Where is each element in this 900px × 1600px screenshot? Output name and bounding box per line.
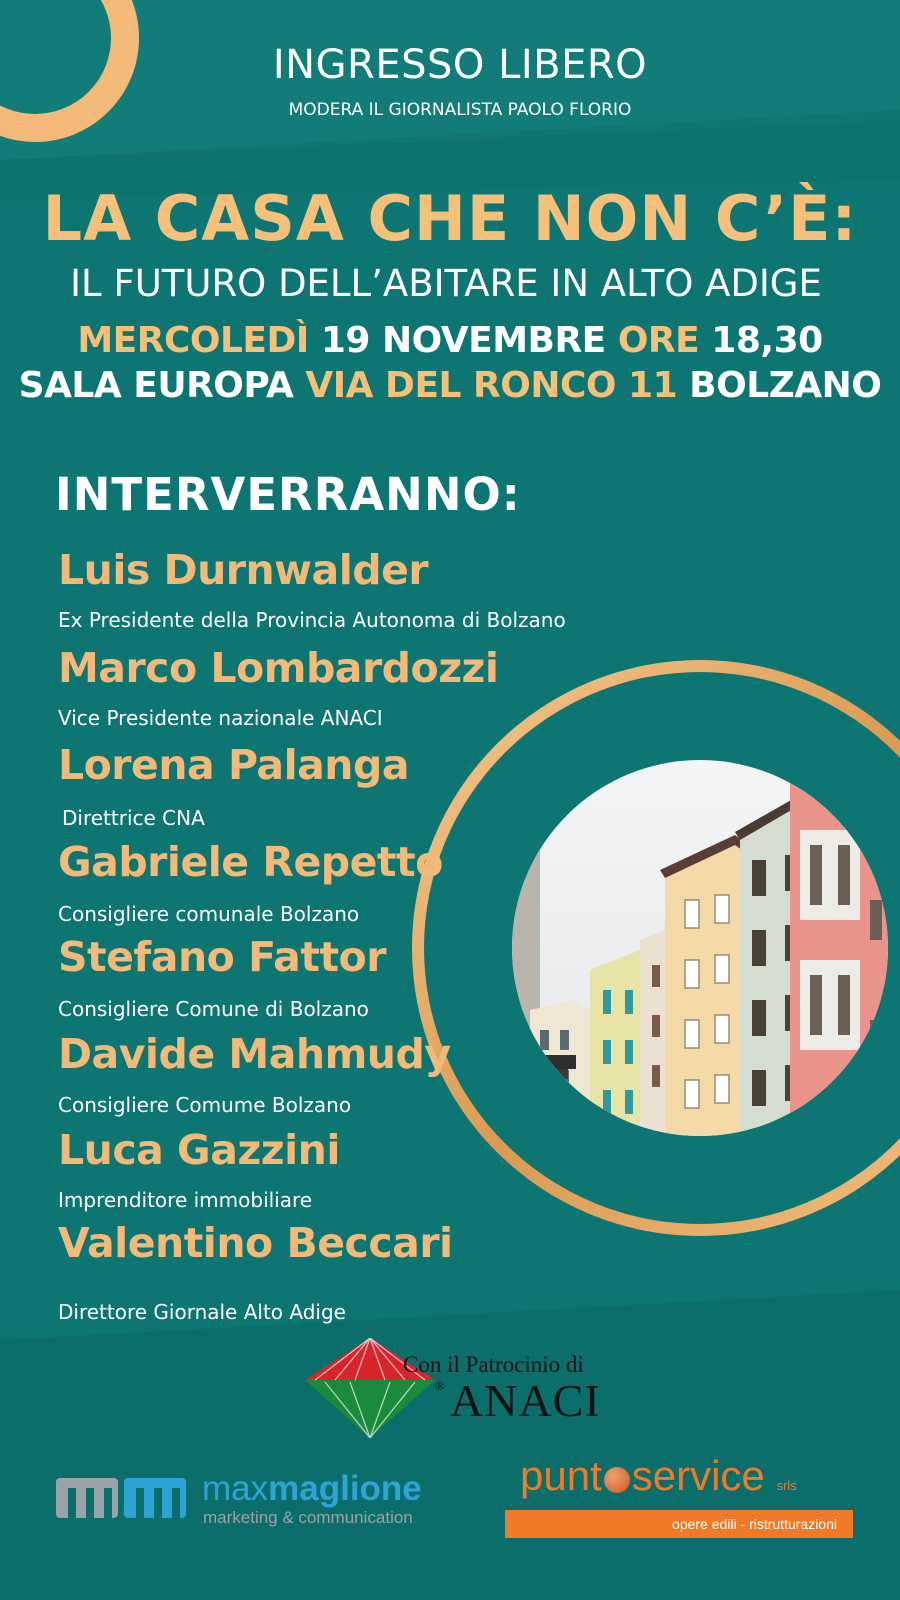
speaker-role: Direttrice CNA — [62, 806, 205, 830]
event-title: LA CASA CHE NON C’È: — [42, 182, 858, 255]
maxmaglione-logo — [56, 1472, 188, 1522]
speakers-heading: INTERVERRANNO: — [55, 468, 521, 521]
time-label: ORE — [617, 320, 700, 361]
location-line — [0, 365, 900, 406]
speaker-name: Valentino Beccari — [58, 1219, 453, 1267]
day-label: MERCOLEDÌ — [77, 320, 309, 361]
speaker-role: Vice Presidente nazionale ANACI — [58, 706, 383, 730]
maxmaglione-light: max — [202, 1469, 269, 1508]
address: VIA DEL RONCO 11 — [305, 365, 678, 406]
registered-mark: ® — [435, 1378, 445, 1393]
speaker-role: Ex Presidente della Provincia Autonoma di Bolzano — [58, 608, 566, 632]
speaker-role: Direttore Giornale Alto Adige — [58, 1300, 346, 1324]
speaker-role: Consigliere Comune di Bolzano — [58, 997, 369, 1021]
patronage-text: Con il Patrocinio di — [403, 1352, 584, 1377]
speaker-name: Stefano Fattor — [58, 933, 386, 981]
entry-heading: INGRESSO LIBERO — [272, 42, 648, 88]
speaker-name: Luca Gazzini — [58, 1126, 340, 1174]
moderator-line: MODERA IL GIORNALISTA PAOLO FLORIO — [288, 100, 632, 120]
puntoservice-bar-text: opere edili - ristrutturazioni — [672, 1516, 837, 1532]
venue: SALA EUROPA — [18, 365, 294, 406]
date-line — [0, 320, 900, 361]
puntoservice-bar — [505, 1510, 853, 1538]
orange-ball-icon — [604, 1467, 630, 1493]
mm-monogram-icon — [56, 1472, 188, 1522]
city: BOLZANO — [689, 365, 882, 406]
puntoservice-left: punt — [520, 1452, 602, 1499]
speaker-name: Luis Durnwalder — [58, 546, 429, 594]
puntoservice-wordmark — [520, 1452, 797, 1500]
speaker-name: Gabriele Repetto — [58, 838, 443, 886]
puntoservice-right: service — [631, 1452, 765, 1499]
speaker-role: Imprenditore immobiliare — [58, 1188, 313, 1212]
puntoservice-suffix: srls — [776, 1478, 797, 1493]
event-subtitle: IL FUTURO DELL’ABITARE IN ALTO ADIGE — [70, 262, 822, 305]
event-time: 18,30 — [711, 320, 823, 361]
maxmaglione-tagline: marketing & communication — [203, 1508, 413, 1527]
anaci-logo-text: ANACI — [450, 1375, 601, 1426]
speaker-role: Consigliere comunale Bolzano — [58, 902, 360, 926]
maxmaglione-bold: maglione — [268, 1469, 422, 1508]
speaker-name: Davide Mahmudy — [58, 1030, 451, 1078]
speaker-name: Lorena Palanga — [58, 741, 409, 789]
maxmaglione-wordmark — [202, 1469, 422, 1509]
speaker-name: Marco Lombardozzi — [58, 644, 499, 692]
event-date: 19 NOVEMBRE — [320, 320, 606, 361]
speaker-role: Consigliere Comume Bolzano — [58, 1093, 352, 1117]
